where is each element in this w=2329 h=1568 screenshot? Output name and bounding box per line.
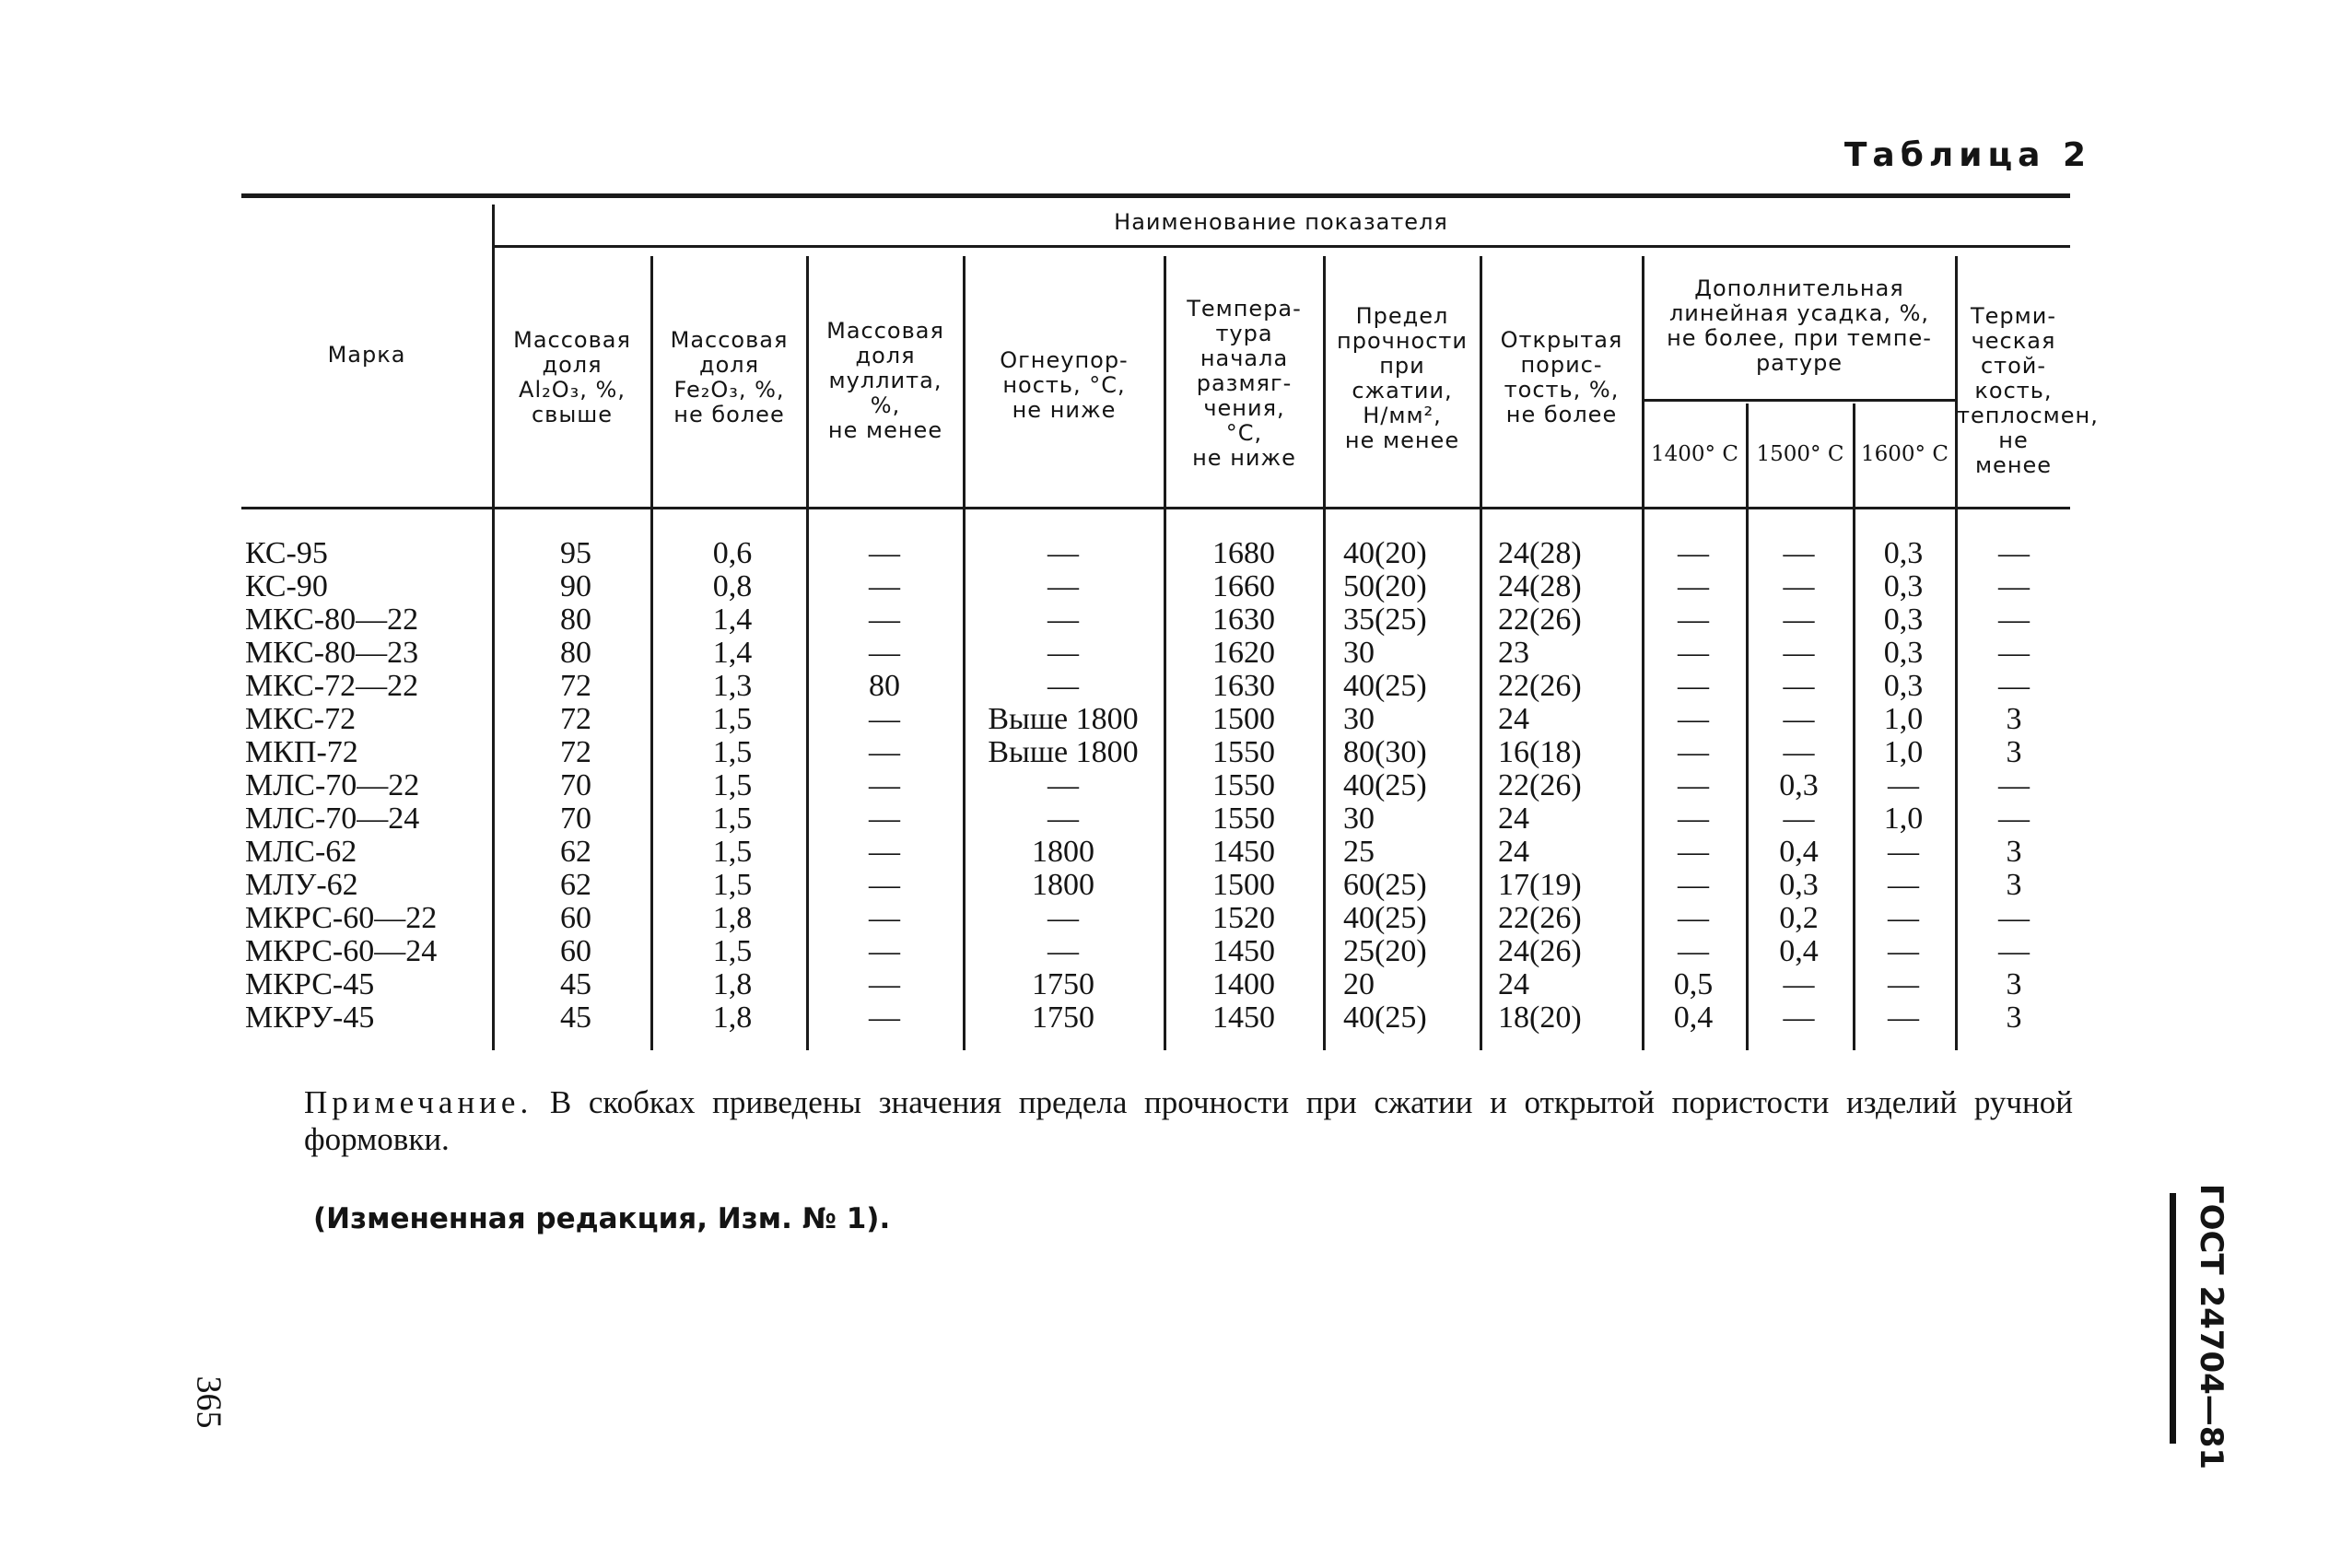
header-softening: Темпера- тура начала размяг- чения, °С, не ниже	[1187, 296, 1302, 471]
table-cell-thermal: —	[1998, 901, 2030, 935]
header-thermal: Терми- ческая стой- кость, теплосмен, не менее	[1957, 303, 2099, 478]
table-cell-mullite: 80	[869, 669, 900, 703]
group-header-rule	[492, 245, 2070, 248]
table-cell-thermal: 3	[2006, 735, 2022, 769]
table-cell-s1500: —	[1783, 536, 1815, 570]
table-cell-s1600: 1,0	[1883, 802, 1924, 836]
column-porosity	[1498, 537, 1636, 1035]
table-cell-strength: 25	[1343, 835, 1375, 869]
table-cell-softening: 1680	[1212, 536, 1275, 570]
table-cell-marka: МКС-72	[245, 702, 357, 736]
header-porosity: Открытая порис- тость, %, не более	[1500, 327, 1623, 427]
table-cell-s1500: —	[1783, 702, 1815, 736]
table-cell-s1400: —	[1678, 868, 1709, 902]
table-cell-s1400: —	[1678, 603, 1709, 637]
table-cell-s1600: 0,3	[1883, 536, 1924, 570]
table-cell-s1500: 0,4	[1779, 835, 1819, 869]
table-cell-s1400: —	[1678, 802, 1709, 836]
column-refractoriness	[967, 537, 1159, 1035]
table-cell-marka: МКРС-60—24	[245, 934, 438, 968]
table-cell-strength: 40(25)	[1343, 1000, 1427, 1035]
table-cell-s1400: —	[1678, 934, 1709, 968]
table-cell-marka: МКС-80—23	[245, 636, 419, 670]
table-cell-thermal: 3	[2006, 835, 2022, 869]
table-cell-al2o3: 90	[560, 569, 591, 603]
table-cell-porosity: 24(26)	[1498, 934, 1582, 968]
table-cell-refract: Выше 1800	[988, 735, 1139, 769]
header-marka: Марка	[327, 342, 406, 368]
table-cell-thermal: 3	[2006, 1000, 2022, 1035]
table-cell-s1600: —	[1888, 1000, 1919, 1035]
table-cell-s1500: 0,3	[1779, 868, 1819, 902]
header-fe2o3: Массовая доля Fe₂O₃, %, не более	[670, 327, 789, 427]
table-cell-porosity: 24	[1498, 802, 1529, 836]
table-cell-s1500: 0,3	[1779, 768, 1819, 802]
table-cell-softening: 1450	[1212, 1000, 1275, 1035]
table-cell-marka: КС-95	[245, 536, 328, 570]
table-cell-fe2o3: 1,4	[712, 603, 753, 637]
table-cell-strength: 40(25)	[1343, 768, 1427, 802]
table-cell-thermal: 3	[2006, 868, 2022, 902]
column-strength	[1343, 537, 1472, 1035]
table-cell-refract: 1800	[1032, 835, 1094, 869]
table-cell-marka: МКС-80—22	[245, 603, 419, 637]
table-cell-thermal: —	[1998, 669, 2030, 703]
table-cell-softening: 1550	[1212, 735, 1275, 769]
table-cell-s1600: 1,0	[1883, 735, 1924, 769]
table-cell-strength: 30	[1343, 702, 1375, 736]
table-cell-strength: 60(25)	[1343, 868, 1427, 902]
table-cell-s1500: 0,2	[1779, 901, 1819, 935]
table-cell-mullite: —	[869, 868, 900, 902]
header-bottom-rule	[241, 507, 2070, 509]
table-cell-fe2o3: 0,8	[712, 569, 753, 603]
table-cell-s1600: —	[1888, 901, 1919, 935]
gost-side-bar	[2170, 1193, 2176, 1444]
table-cell-mullite: —	[869, 536, 900, 570]
table-cell-refract: —	[1047, 901, 1079, 935]
header-t1600: 1600° С	[1861, 442, 1949, 466]
table-cell-marka: МЛС-70—22	[245, 768, 420, 802]
table-cell-marka: КС-90	[245, 569, 328, 603]
table-cell-mullite: —	[869, 802, 900, 836]
table-cell-softening: 1450	[1212, 835, 1275, 869]
table-cell-s1500: 0,4	[1779, 934, 1819, 968]
table-cell-s1400: —	[1678, 768, 1709, 802]
table-cell-al2o3: 45	[560, 967, 591, 1001]
table-cell-s1600: 0,3	[1883, 669, 1924, 703]
table-cell-mullite: —	[869, 835, 900, 869]
table-cell-fe2o3: 0,6	[712, 536, 753, 570]
table-cell-marka: МКС-72—22	[245, 669, 419, 703]
table-cell-refract: —	[1047, 536, 1079, 570]
table-cell-refract: —	[1047, 768, 1079, 802]
column-shrink-1400	[1647, 537, 1739, 1035]
table-cell-mullite: —	[869, 1000, 900, 1035]
table-cell-strength: 40(25)	[1343, 901, 1427, 935]
table-cell-marka: МКП-72	[245, 735, 358, 769]
table-cell-s1400: —	[1678, 536, 1709, 570]
shrinkage-subheader-rule	[1642, 399, 1955, 402]
table-cell-s1500: —	[1783, 967, 1815, 1001]
table-cell-s1600: 1,0	[1883, 702, 1924, 736]
header-t1400: 1400° С	[1651, 442, 1738, 466]
table-cell-s1500: —	[1783, 603, 1815, 637]
column-marka	[245, 537, 486, 1035]
table-cell-refract: —	[1047, 802, 1079, 836]
table-cell-refract: —	[1047, 603, 1079, 637]
table-cell-al2o3: 70	[560, 768, 591, 802]
table-cell-mullite: —	[869, 901, 900, 935]
header-strength: Предел прочности при сжатии, Н/мм², не менее	[1337, 303, 1468, 453]
column-shrink-1500	[1750, 537, 1847, 1035]
table-cell-strength: 20	[1343, 967, 1375, 1001]
table-cell-porosity: 16(18)	[1498, 735, 1582, 769]
table-cell-thermal: —	[1998, 934, 2030, 968]
table-cell-mullite: —	[869, 735, 900, 769]
table-cell-s1400: —	[1678, 735, 1709, 769]
table-cell-mullite: —	[869, 768, 900, 802]
table-cell-softening: 1550	[1212, 802, 1275, 836]
table-cell-porosity: 22(26)	[1498, 901, 1582, 935]
table-cell-softening: 1520	[1212, 901, 1275, 935]
table-cell-porosity: 18(20)	[1498, 1000, 1582, 1035]
page-number: 365	[189, 1375, 228, 1429]
table-cell-s1400: —	[1678, 669, 1709, 703]
header-t1500: 1500° С	[1756, 442, 1844, 466]
table-cell-s1600: —	[1888, 934, 1919, 968]
table-cell-s1500: —	[1783, 1000, 1815, 1035]
table-top-rule	[241, 193, 2070, 198]
table-cell-s1500: —	[1783, 735, 1815, 769]
table-cell-s1400: 0,5	[1673, 967, 1714, 1001]
table-cell-fe2o3: 1,8	[712, 901, 753, 935]
column-al2o3	[516, 537, 636, 1035]
table-cell-al2o3: 60	[560, 934, 591, 968]
table-cell-porosity: 23	[1498, 636, 1529, 670]
table-cell-softening: 1500	[1212, 702, 1275, 736]
table-cell-porosity: 24	[1498, 967, 1529, 1001]
table-cell-softening: 1620	[1212, 636, 1275, 670]
table-cell-thermal: —	[1998, 536, 2030, 570]
amendment-note: (Измененная редакция, Изм. № 1).	[313, 1202, 891, 1235]
table-cell-marka: МЛС-70—24	[245, 802, 420, 836]
table-cell-s1600: —	[1888, 967, 1919, 1001]
table-cell-porosity: 24(28)	[1498, 536, 1582, 570]
table-cell-al2o3: 72	[560, 669, 591, 703]
table-note	[304, 1084, 2073, 1158]
column-softening	[1170, 537, 1317, 1035]
table-cell-al2o3: 60	[560, 901, 591, 935]
table-cell-fe2o3: 1,3	[712, 669, 753, 703]
table-cell-fe2o3: 1,4	[712, 636, 753, 670]
table-cell-softening: 1630	[1212, 669, 1275, 703]
table-cell-thermal: 3	[2006, 702, 2022, 736]
table-cell-fe2o3: 1,8	[712, 1000, 753, 1035]
table-cell-thermal: —	[1998, 636, 2030, 670]
table-cell-mullite: —	[869, 967, 900, 1001]
table-cell-strength: 80(30)	[1343, 735, 1427, 769]
column-thermal	[1962, 537, 2066, 1035]
table-cell-s1400: 0,4	[1673, 1000, 1714, 1035]
table-cell-s1600: —	[1888, 835, 1919, 869]
table-cell-refract: 1750	[1032, 1000, 1094, 1035]
header-shrinkage: Дополнительная линейная усадка, %, не более, при темпе- ратуре	[1667, 275, 1932, 376]
table-cell-al2o3: 70	[560, 802, 591, 836]
table-cell-softening: 1450	[1212, 934, 1275, 968]
table-cell-s1400: —	[1678, 901, 1709, 935]
table-cell-s1500: —	[1783, 669, 1815, 703]
table-cell-strength: 35(25)	[1343, 603, 1427, 637]
table-cell-s1600: 0,3	[1883, 636, 1924, 670]
table-cell-s1500: —	[1783, 802, 1815, 836]
table-cell-marka: МЛУ-62	[245, 868, 358, 902]
column-fe2o3	[673, 537, 792, 1035]
table-cell-porosity: 22(26)	[1498, 669, 1582, 703]
table-caption: Таблица 2	[1843, 136, 2091, 174]
table-cell-al2o3: 80	[560, 603, 591, 637]
header-group: Наименование показателя	[1114, 209, 1448, 235]
column-mullite	[820, 537, 949, 1035]
table-cell-s1400: —	[1678, 702, 1709, 736]
table-cell-strength: 50(20)	[1343, 569, 1427, 603]
table-cell-porosity: 24	[1498, 702, 1529, 736]
table-cell-thermal: —	[1998, 603, 2030, 637]
table-cell-marka: МКРС-60—22	[245, 901, 438, 935]
column-shrink-1600	[1857, 537, 1949, 1035]
table-cell-fe2o3: 1,5	[712, 868, 753, 902]
table-cell-marka: МЛС-62	[245, 835, 357, 869]
table-cell-thermal: —	[1998, 768, 2030, 802]
table-cell-s1500: —	[1783, 569, 1815, 603]
table-cell-softening: 1400	[1212, 967, 1275, 1001]
table-cell-mullite: —	[869, 702, 900, 736]
table-cell-fe2o3: 1,8	[712, 967, 753, 1001]
table-cell-refract: —	[1047, 669, 1079, 703]
gost-label: ГОСТ 24704—81	[2193, 1183, 2230, 1470]
header-refractoriness: Огнеупор- ность, °С, не ниже	[1000, 347, 1129, 423]
table-cell-s1500: —	[1783, 636, 1815, 670]
table-cell-refract: —	[1047, 636, 1079, 670]
table-cell-porosity: 24	[1498, 835, 1529, 869]
table-cell-fe2o3: 1,5	[712, 802, 753, 836]
table-cell-s1600: —	[1888, 868, 1919, 902]
table-cell-s1600: 0,3	[1883, 603, 1924, 637]
table-cell-fe2o3: 1,5	[712, 768, 753, 802]
table-cell-strength: 40(20)	[1343, 536, 1427, 570]
table-cell-strength: 25(20)	[1343, 934, 1427, 968]
table-cell-s1400: —	[1678, 569, 1709, 603]
table-cell-s1600: 0,3	[1883, 569, 1924, 603]
table-cell-porosity: 22(26)	[1498, 768, 1582, 802]
header-mullite: Массовая доля муллита, %, не менее	[826, 318, 944, 443]
table-cell-refract: 1800	[1032, 868, 1094, 902]
table-cell-marka: МКРУ-45	[245, 1000, 375, 1035]
table-cell-fe2o3: 1,5	[712, 735, 753, 769]
table-cell-fe2o3: 1,5	[712, 934, 753, 968]
table-cell-refract: Выше 1800	[988, 702, 1139, 736]
table-cell-fe2o3: 1,5	[712, 702, 753, 736]
table-cell-refract: 1750	[1032, 967, 1094, 1001]
table-cell-softening: 1630	[1212, 603, 1275, 637]
table-cell-porosity: 22(26)	[1498, 603, 1582, 637]
table-cell-al2o3: 62	[560, 835, 591, 869]
table-cell-s1400: —	[1678, 835, 1709, 869]
table-cell-marka: МКРС-45	[245, 967, 375, 1001]
table-cell-softening: 1660	[1212, 569, 1275, 603]
note-label: Примечание.	[304, 1084, 533, 1120]
table-cell-mullite: —	[869, 569, 900, 603]
table-cell-thermal: —	[1998, 802, 2030, 836]
table-cell-al2o3: 80	[560, 636, 591, 670]
table-cell-al2o3: 72	[560, 702, 591, 736]
table-cell-strength: 40(25)	[1343, 669, 1427, 703]
table-cell-softening: 1550	[1212, 768, 1275, 802]
table-cell-fe2o3: 1,5	[712, 835, 753, 869]
table-cell-al2o3: 72	[560, 735, 591, 769]
header-al2o3: Массовая доля Al₂O₃, %, свыше	[513, 327, 631, 427]
table-cell-strength: 30	[1343, 802, 1375, 836]
table-cell-s1400: —	[1678, 636, 1709, 670]
table-cell-refract: —	[1047, 569, 1079, 603]
table-cell-al2o3: 95	[560, 536, 591, 570]
table-cell-thermal: —	[1998, 569, 2030, 603]
table-cell-porosity: 17(19)	[1498, 868, 1582, 902]
table-cell-softening: 1500	[1212, 868, 1275, 902]
table-cell-s1600: —	[1888, 768, 1919, 802]
col-divider-9	[1746, 404, 1749, 1050]
table-cell-al2o3: 62	[560, 868, 591, 902]
note-text: В скобках приведены значения предела прочности при сжатии и открытой пористости изделий ручной формовки.	[304, 1084, 2073, 1157]
table-cell-refract: —	[1047, 934, 1079, 968]
table-cell-mullite: —	[869, 603, 900, 637]
table-cell-strength: 30	[1343, 636, 1375, 670]
table-cell-thermal: 3	[2006, 967, 2022, 1001]
table-cell-mullite: —	[869, 934, 900, 968]
col-divider-10	[1853, 404, 1855, 1050]
table-cell-al2o3: 45	[560, 1000, 591, 1035]
table-cell-porosity: 24(28)	[1498, 569, 1582, 603]
table-cell-mullite: —	[869, 636, 900, 670]
